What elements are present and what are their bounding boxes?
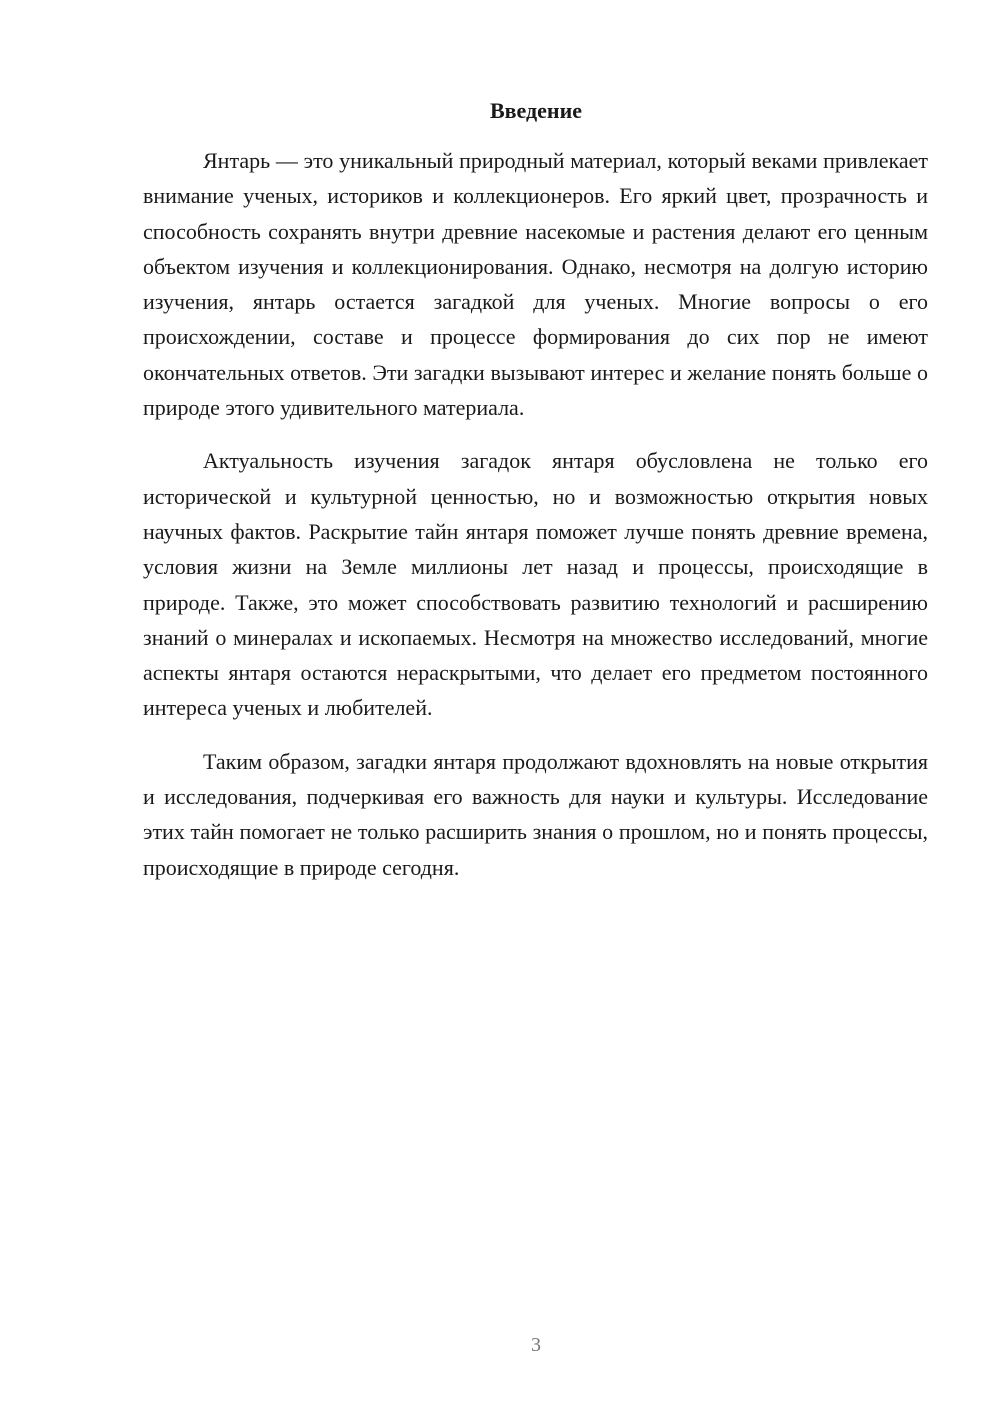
paragraph-conclusion: Таким образом, загадки янтаря продолжают вдохновлять на новые открытия и исследования, подчеркивая его важность для науки и культуры. Исследование этих тайн помогает не только расширить знания о прошлом, но и понять процессы, происходящие в природе сегодня. <box>143 748 928 880</box>
paragraph-intro: Янтарь — это уникальный природный материал, который веками привлекает внимание ученых, историков и коллекционеров. Его яркий цвет, прозрачность и способность сохранять внутри древние насекомые и растения делают его ценным объектом изучения и коллекционирования. Однако, несмотря на долгую историю изучения, янтарь остается загадкой для ученых. Многие вопросы о его происхождении, составе и процессе формирования до сих пор не имеют окончательных ответов. Эти загадки вызывают интерес и желание понять больше о природе этого удивительного материала. <box>143 148 928 421</box>
paragraph-relevance: Актуальность изучения загадок янтаря обусловлена не только его исторической и культурной ценностью, но и возможностью открытия новых научных фактов. Раскрытие тайн янтаря поможет лучше понять древние времена, условия жизни на Земле миллионы лет назад и процессы, происходящие в природе. Также, это может способствовать развитию технологий и расширению знаний о минералах и ископаемых. Несмотря на множество исследований, многие аспекты янтаря остаются нераскрытыми, что делает его предметом постоянного интереса ученых и любителей. <box>143 448 928 721</box>
body-text <box>143 143 928 903</box>
section-title: Введение <box>489 98 583 123</box>
page-number: 3 <box>531 1334 541 1356</box>
